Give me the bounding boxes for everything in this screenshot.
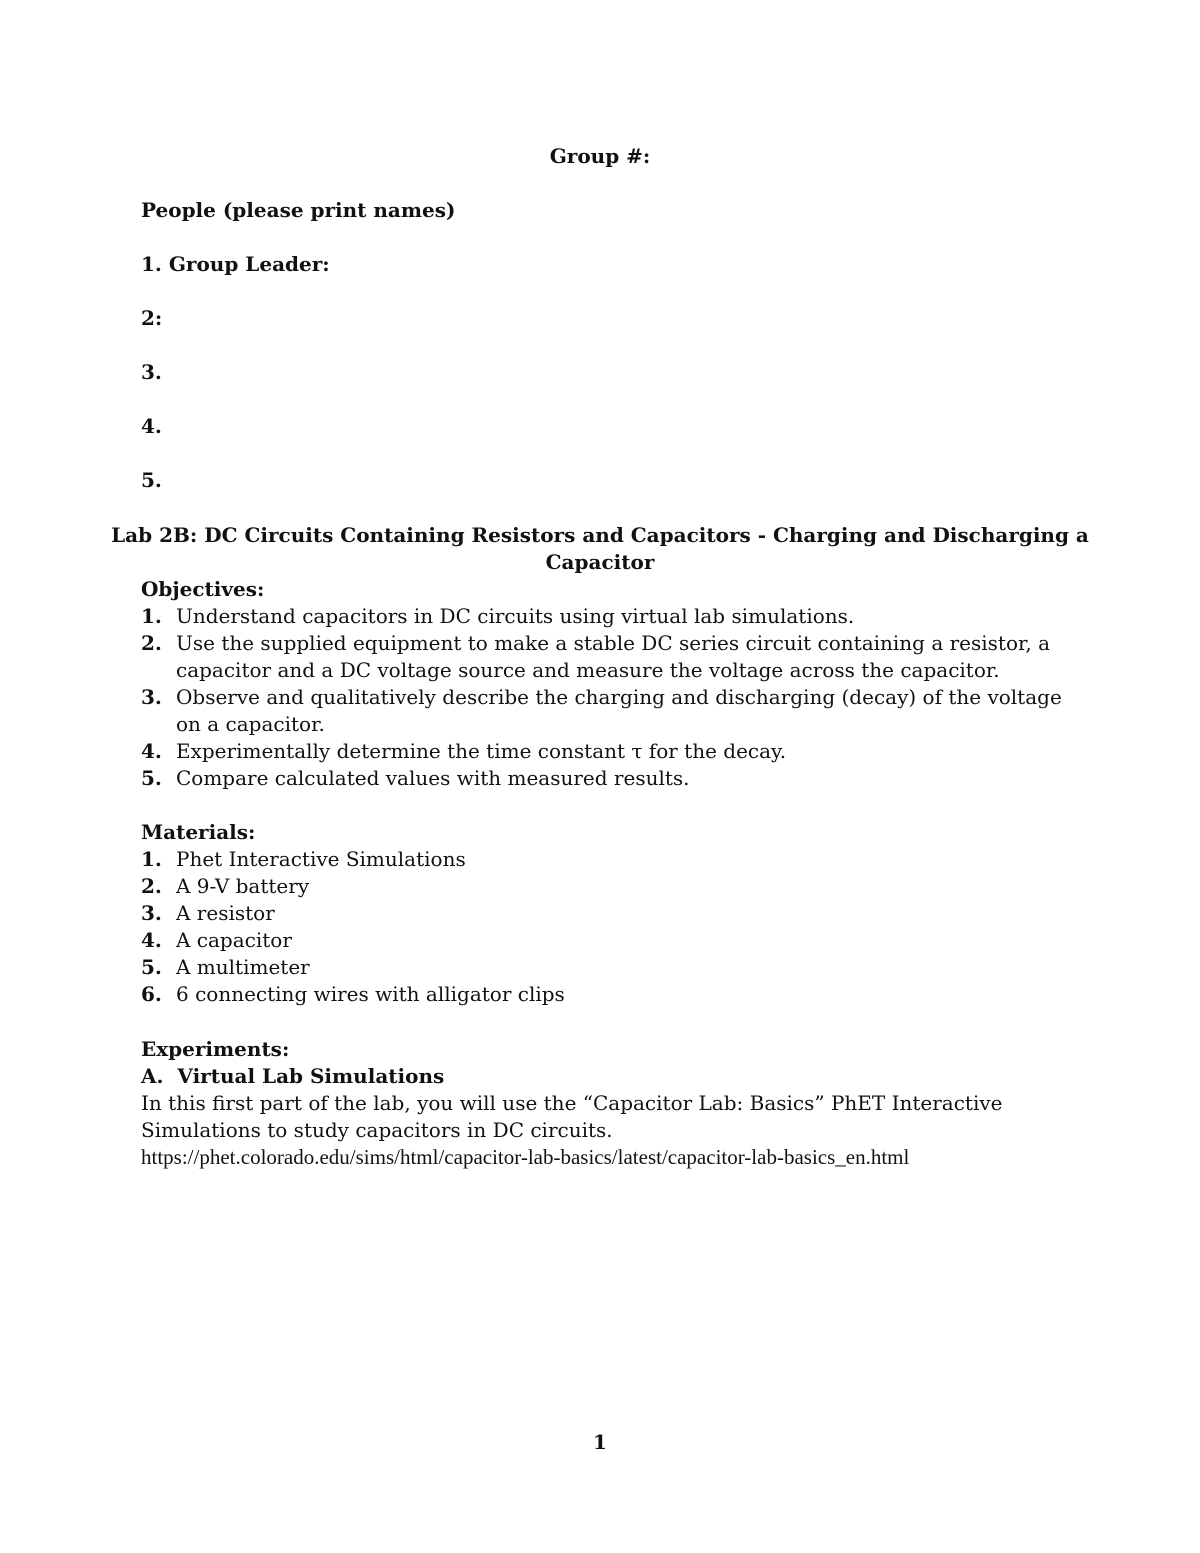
lab-title-line-2: Capacitor [545,550,655,574]
list-item-text: A multimeter [176,955,310,979]
list-item-number: 5. [141,955,162,979]
list-item [141,873,1076,900]
list-item-text: 6 connecting wires with alligator clips [176,982,565,1006]
list-item-number: 4. [141,739,162,763]
list-item [141,954,1076,981]
experiments-heading: Experiments: [141,1037,290,1061]
objectives-list [141,603,1076,792]
list-item-number: 3. [141,901,162,925]
list-item [141,846,1076,873]
lab-title-line-1: Lab 2B: DC Circuits Containing Resistors and Capacitors - Charging and Discharging a [111,523,1089,547]
section-a-heading: A. Virtual Lab Simulations [141,1064,445,1088]
list-item [141,738,1076,765]
list-item-text: Experimentally determine the time constant τ for the decay. [176,739,787,763]
list-item-text: Use the supplied equipment to make a stable DC series circuit containing a resistor, a capacitor and a DC voltage source and measure the voltage across the capacitor. [176,631,1051,682]
list-item [141,684,1076,738]
page-number: 1 [593,1430,607,1454]
group-leader-label: 1. Group Leader: [141,252,330,276]
list-item-number: 3. [141,685,162,709]
list-item-text: Understand capacitors in DC circuits using virtual lab simulations. [176,604,855,628]
list-item [141,603,1076,630]
member-slot-4: 4. [141,414,162,438]
list-item-number: 6. [141,982,162,1006]
list-item [141,981,1076,1008]
list-item-number: 1. [141,604,162,628]
group-number-label: Group #: [549,144,651,168]
list-item-text: Observe and qualitatively describe the charging and discharging (decay) of the voltage on a capacitor. [176,685,1062,736]
list-item-number: 4. [141,928,162,952]
list-item-text: Compare calculated values with measured results. [176,766,690,790]
intro-paragraph-line-2: Simulations to study capacitors in DC circuits. [141,1118,613,1142]
list-item-number: 2. [141,874,162,898]
list-item-number: 5. [141,766,162,790]
list-item [141,630,1076,684]
list-item [141,765,1076,792]
objectives-heading: Objectives: [141,577,265,601]
simulation-url-link[interactable]: https://phet.colorado.edu/sims/html/capacitor-lab-basics/latest/capacitor-lab-basics_en.html [141,1145,910,1169]
member-slot-2: 2: [141,306,163,330]
intro-paragraph-line-1: In this first part of the lab, you will use the “Capacitor Lab: Basics” PhET Interactive [141,1091,1003,1115]
people-label: People (please print names) [141,198,456,222]
list-item-text: Phet Interactive Simulations [176,847,466,871]
list-item [141,927,1076,954]
materials-heading: Materials: [141,820,256,844]
list-item [141,900,1076,927]
list-item-number: 2. [141,631,162,655]
list-item-text: A 9-V battery [176,874,310,898]
list-item-text: A capacitor [176,928,292,952]
materials-list [141,846,1076,1008]
list-item-text: A resistor [176,901,275,925]
member-slot-3: 3. [141,360,162,384]
list-item-number: 1. [141,847,162,871]
member-slot-5: 5. [141,468,162,492]
